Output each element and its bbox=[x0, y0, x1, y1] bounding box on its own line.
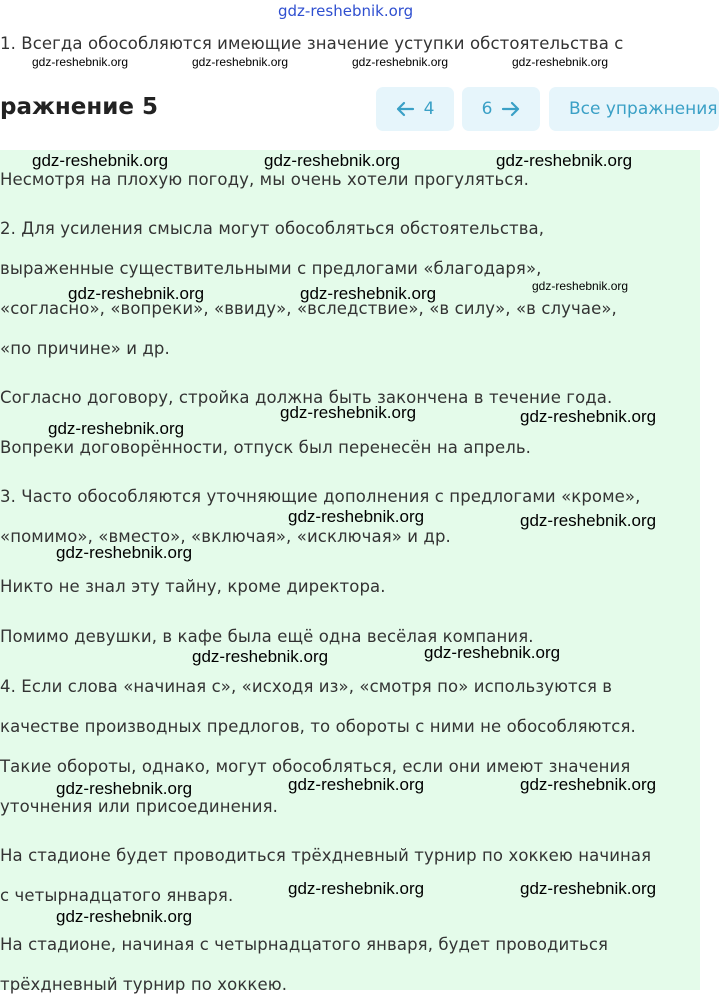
intro-text: 1. Всегда обособляются имеющие значение уступки обстоятельства с bbox=[0, 34, 624, 53]
next-exercise-button[interactable] bbox=[462, 87, 540, 131]
watermark: gdz-reshebnik.org bbox=[192, 55, 289, 69]
watermark: gdz-reshebnik.org bbox=[424, 643, 561, 662]
content-line: «помимо», «вместо», «включая», «исключая» и др. bbox=[0, 527, 451, 546]
content-line: 4. Если слова «начиная с», «исходя из», «смотря по» используются в bbox=[0, 677, 613, 696]
watermark: gdz-reshebnik.org bbox=[288, 507, 425, 526]
content-line: с четырнадцатого января. bbox=[0, 886, 234, 905]
watermark: gdz-reshebnik.org bbox=[520, 511, 657, 530]
watermark: gdz-reshebnik.org bbox=[512, 55, 609, 69]
content-line: На стадионе, начиная с четырнадцатого января, будет проводиться bbox=[0, 935, 609, 954]
watermark: gdz-reshebnik.org bbox=[496, 151, 633, 170]
content-line: «согласно», «вопреки», «ввиду», «вследствие», «в силу», «в случае», bbox=[0, 299, 617, 318]
content-line: Помимо девушки, в кафе была ещё одна весёлая компания. bbox=[0, 627, 534, 646]
content-line: уточнения или присоединения. bbox=[0, 797, 278, 816]
watermark: gdz-reshebnik.org bbox=[520, 407, 657, 426]
page-title: ражнение 5 bbox=[0, 94, 158, 120]
content-line: качестве производных предлогов, то обороты с ними не обособляются. bbox=[0, 717, 636, 736]
watermark: gdz-reshebnik.org bbox=[192, 647, 329, 666]
watermark: gdz-reshebnik.org bbox=[264, 151, 401, 170]
content-line: Никто не знал эту тайну, кроме директора. bbox=[0, 577, 386, 596]
watermark: gdz-reshebnik.org bbox=[56, 907, 193, 926]
watermark: gdz-reshebnik.org bbox=[56, 543, 193, 562]
watermark: gdz-reshebnik.org bbox=[280, 403, 417, 422]
arrow-left-icon bbox=[396, 101, 414, 117]
site-watermark-header: gdz-reshebnik.org bbox=[278, 2, 414, 20]
watermark: gdz-reshebnik.org bbox=[32, 151, 169, 170]
prev-exercise-button[interactable] bbox=[376, 87, 454, 131]
content-line: На стадионе будет проводиться трёхдневный турнир по хоккею начиная bbox=[0, 846, 652, 865]
watermark: gdz-reshebnik.org bbox=[532, 279, 629, 293]
all-exercises-label: Все упражнения bbox=[569, 99, 718, 119]
watermark: gdz-reshebnik.org bbox=[520, 775, 657, 794]
prev-exercise-label: 4 bbox=[423, 99, 435, 119]
content-line: 2. Для усиления смысла могут обособляться обстоятельства, bbox=[0, 219, 545, 238]
content-line: выраженные существительными с предлогами «благодаря», bbox=[0, 259, 542, 278]
watermark: gdz-reshebnik.org bbox=[56, 779, 193, 798]
watermark: gdz-reshebnik.org bbox=[300, 284, 437, 303]
content-line: Такие обороты, однако, могут обособляться, если они имеют значения bbox=[0, 757, 631, 776]
all-exercises-button[interactable] bbox=[549, 87, 719, 131]
content-line: Согласно договору, стройка должна быть закончена в течение года. bbox=[0, 388, 613, 407]
watermark: gdz-reshebnik.org bbox=[68, 284, 205, 303]
watermark: gdz-reshebnik.org bbox=[352, 55, 449, 69]
content-line: трёхдневный турнир по хоккею. bbox=[0, 975, 288, 994]
next-exercise-label: 6 bbox=[481, 99, 493, 119]
content-line: 3. Часто обособляются уточняющие дополнения с предлогами «кроме», bbox=[0, 487, 641, 506]
watermark: gdz-reshebnik.org bbox=[32, 55, 129, 69]
content-line: «по причине» и др. bbox=[0, 339, 170, 358]
watermark: gdz-reshebnik.org bbox=[288, 775, 425, 794]
content-line: Вопреки договорённости, отпуск был перенесён на апрель. bbox=[0, 438, 532, 457]
watermark: gdz-reshebnik.org bbox=[288, 879, 425, 898]
arrow-right-icon bbox=[502, 101, 520, 117]
watermark: gdz-reshebnik.org bbox=[48, 419, 185, 438]
content-line: Несмотря на плохую погоду, мы очень хотели прогуляться. bbox=[0, 170, 529, 189]
watermark: gdz-reshebnik.org bbox=[520, 879, 657, 898]
